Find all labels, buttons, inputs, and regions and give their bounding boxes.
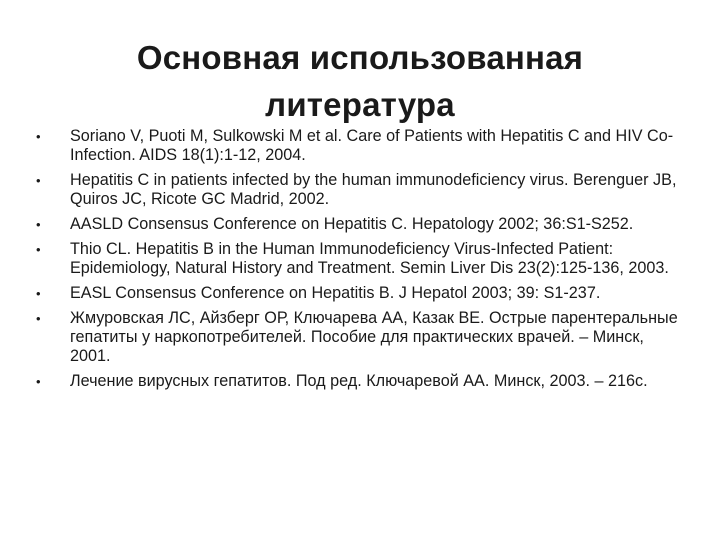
reference-item [36,127,686,165]
bullet-icon: • [36,311,41,326]
reference-item [36,240,686,278]
slide-title-line-1: Основная использованная [136,39,584,77]
slide-title-line-2: литература [265,86,455,124]
reference-item [36,309,686,366]
bullet-icon: • [36,217,41,232]
bullet-icon: • [36,374,41,389]
reference-text: Лечение вирусных гепатитов. Под ред. Ключаревой АА. Минск, 2003. – 216с. [70,372,648,390]
reference-item [36,215,686,234]
reference-text: AASLD Consensus Conference on Hepatitis C. Hepatology 2002; 36:S1-S252. [70,215,634,233]
reference-text: Soriano V, Puoti M, Sulkowski M et al. Care of Patients with Hepatitis C and HIV Co-Infection. AIDS 18(1):1-12, 2004. [70,127,674,164]
reference-text: EASL Consensus Conference on Hepatitis B. J Hepatol 2003; 39: S1-237. [70,284,601,302]
reference-item [36,372,686,391]
reference-item [36,171,686,209]
reference-text: Hepatitis C in patients infected by the human immunodeficiency virus. Berenguer JB, Quiros JC, Ricote GC Madrid, 2002. [70,171,677,208]
bullet-icon: • [36,286,41,301]
bullet-icon: • [36,173,41,188]
bullet-icon: • [36,242,41,257]
reference-item [36,284,686,303]
bullet-icon: • [36,129,41,144]
reference-text: Жмуровская ЛС, Айзберг ОР, Ключарева АА, Казак ВЕ. Острые парентеральные гепатиты у наркопотребителей. Пособие для практических врачей. – Минск, 2001. [70,309,678,365]
reference-text: Thio CL. Hepatitis B in the Human Immunodeficiency Virus-Infected Patient: Epidemiology, Natural History and Treatment. Semin Liver Dis 23(2):125-136, 2003. [70,240,669,277]
slide-title [60,34,660,128]
reference-list [36,127,686,397]
